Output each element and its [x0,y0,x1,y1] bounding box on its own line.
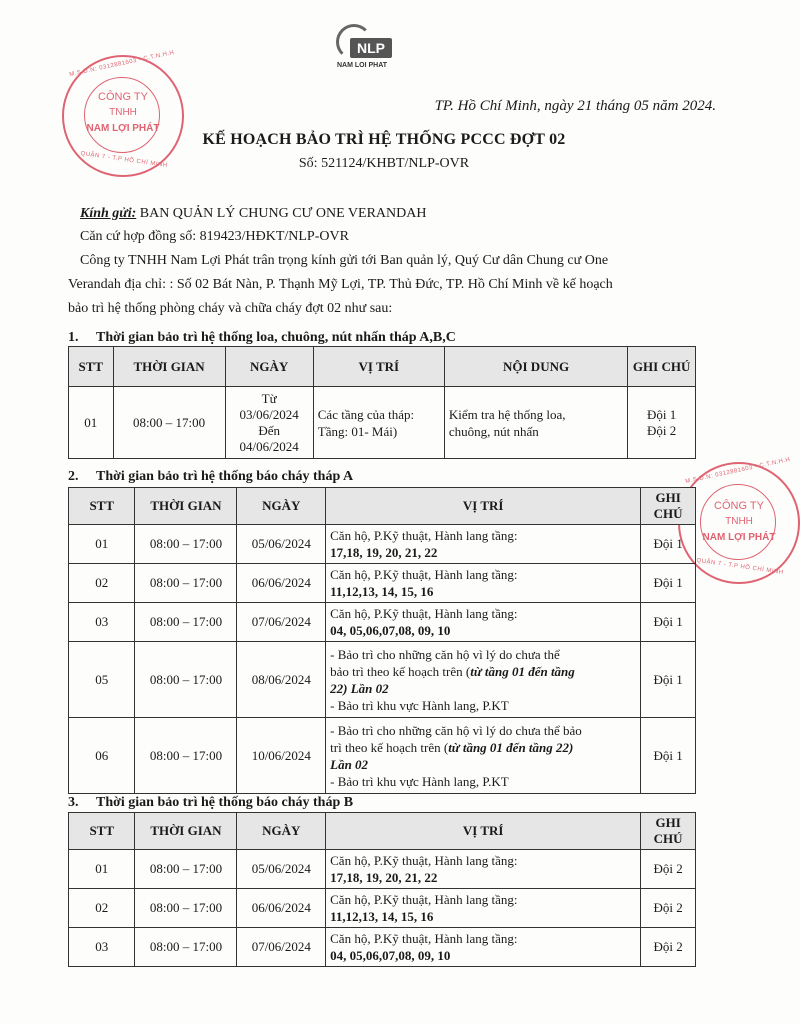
stamp2-ring-bottom: QUẬN 7 - T.P HỒ CHÍ MINH [696,557,784,577]
date-to: 04/06/2024 [239,438,299,454]
cell-position [313,387,444,459]
intro-line-2: Verandah địa chỉ: : Số 02 Bát Nàn, P. Thạnh Mỹ Lợi, TP. Thủ Đức, TP. Hồ Chí Minh về kế hoạch [68,277,613,292]
col-header: VỊ TRÍ [326,813,641,850]
cell-stt: 06 [69,718,135,794]
stamp-line2: TNHH [109,107,137,118]
cell-position [326,718,641,794]
cell-content [444,387,627,459]
cell-time: 08:00 – 17:00 [135,928,237,967]
cell-note: Đội 2 [641,850,696,889]
floors-line: 04, 05,06,07,08, 09, 10 [330,623,451,638]
cell-date: 10/06/2024 [237,718,326,794]
cell-time: 08:00 – 17:00 [135,525,237,564]
cell-time: 08:00 – 17:00 [135,642,237,718]
section-3-table [68,812,696,967]
cell-position [326,889,641,928]
cell-stt: 01 [69,525,135,564]
cell-date: 05/06/2024 [237,525,326,564]
section-1-heading [68,330,456,346]
section-1-title: Thời gian bảo trì hệ thống loa, chuông, nút nhấn tháp A,B,C [96,330,456,345]
section-1-number: 1. [68,330,79,345]
cell-time: 08:00 – 17:00 [113,387,225,459]
floor-range-text: từ tầng 01 đến tầng [470,663,575,679]
document-date: TP. Hồ Chí Minh, ngày 21 tháng 05 năm 2024. [434,98,716,114]
cell-note: Đội 2 [641,889,696,928]
cell-position [326,564,641,603]
col-header: NGÀY [237,813,326,850]
kinh-gui-value: BAN QUẢN LÝ CHUNG CƯ ONE VERANDAH [139,206,427,221]
position-line: - Bảo trì khu vực Hành lang, P.KT [330,773,509,789]
section-3-title: Thời gian bảo trì hệ thống báo cháy tháp B [96,795,354,810]
position-text: bảo trì theo kế hoạch trên ( [330,663,471,679]
col-header: STT [69,347,114,387]
cell-date: 07/06/2024 [237,928,326,967]
logo-mark-icon [328,24,396,60]
section-2-table [68,487,696,794]
position-line [330,663,636,680]
cell-date: 08/06/2024 [237,642,326,718]
logo-box-text: NLP [350,38,392,58]
cell-position [326,603,641,642]
position-text: trì theo kế hoạch trên ( [330,739,449,755]
col-header: NỘI DUNG [444,347,627,387]
stamp-line1: CÔNG TY [98,91,148,103]
cell-date: 05/06/2024 [237,850,326,889]
floor-range-text: từ tầng 01 đến tầng 22) [448,739,574,755]
position-line: Căn hộ, P.Kỹ thuật, Hành lang tầng: [330,853,518,868]
position-line: Các tầng của tháp: [317,406,415,422]
cell-date: 06/06/2024 [237,889,326,928]
position-line: Căn hộ, P.Kỹ thuật, Hành lang tầng: [330,528,518,543]
cell-position [326,642,641,718]
round-text: Lần 02 [330,756,369,772]
cell-note: Đội 1 [641,564,696,603]
intro-line-3: bảo trì hệ thống phòng cháy và chữa cháy đợt 02 như sau: [68,301,393,316]
table-row [69,718,696,794]
document-title: KẾ HOẠCH BẢO TRÌ HỆ THỐNG PCCC ĐỢT 02 [202,131,566,148]
stamp-line3: NAM LỢI PHÁT [86,123,160,134]
cell-position [326,525,641,564]
section-2-number: 2. [68,469,79,484]
section-3-heading [68,795,353,811]
floors-line: 17,18, 19, 20, 21, 22 [330,870,438,885]
section-3-number: 3. [68,795,79,810]
intro-line-1: Công ty TNHH Nam Lợi Phát trân trọng kính gửi tới Ban quản lý, Quý Cư dân Chung cư One [80,253,609,268]
cell-note: Đội 1 [641,525,696,564]
floors-line: 17,18, 19, 20, 21, 22 [330,545,438,560]
cell-position [326,928,641,967]
section-1-table [68,346,696,459]
logo-name: NAM LOI PHAT [336,62,388,69]
cell-time: 08:00 – 17:00 [135,850,237,889]
company-stamp-secondary [678,456,800,584]
cell-note [628,387,696,459]
cell-time: 08:00 – 17:00 [135,718,237,794]
cell-note: Đội 1 [641,718,696,794]
section-2-heading [68,469,353,485]
date-to-label: Đến [258,422,280,438]
position-line: - Bảo trì cho những căn hộ vì lý do chưa thể bảo [330,722,582,738]
table-row [69,603,696,642]
section-2-title: Thời gian bảo trì hệ thống báo cháy tháp A [96,469,354,484]
cell-note: Đội 1 [641,603,696,642]
table-row [69,564,696,603]
cell-time: 08:00 – 17:00 [135,603,237,642]
col-header: THỜI GIAN [113,347,225,387]
stamp-ring-bottom: QUẬN 7 - T.P HỒ CHÍ MINH [80,150,168,170]
cell-note: Đội 2 [641,928,696,967]
col-header: GHI CHÚ [628,347,696,387]
floors-line: 11,12,13, 14, 15, 16 [330,584,434,599]
cell-stt: 01 [69,387,114,459]
stamp2-line3: NAM LỢI PHÁT [702,532,776,543]
note-line: Đội 1 [646,406,677,422]
contract-reference: Căn cứ hợp đồng số: 819423/HĐKT/NLP-OVR [80,229,349,244]
cell-time: 08:00 – 17:00 [135,889,237,928]
position-line: Tầng: 01- Mái) [317,423,398,439]
col-header: THỜI GIAN [135,813,237,850]
position-line: Căn hộ, P.Kỹ thuật, Hành lang tầng: [330,567,518,582]
table-row [69,928,696,967]
content-line: chuông, nút nhấn [448,423,539,439]
note-line: Đội 2 [646,422,677,438]
position-line [330,739,636,756]
content-line: Kiểm tra hệ thống loa, [448,406,566,422]
company-logo [322,24,402,80]
cell-time: 08:00 – 17:00 [135,564,237,603]
stamp2-ring-top: M.S.D.N: 0312881603 - C.T.N.H.H [684,456,792,486]
table-row [69,642,696,718]
cell-date: 07/06/2024 [237,603,326,642]
document-number: Số: 521124/KHBT/NLP-OVR [298,156,470,171]
table-row [69,387,696,459]
cell-note: Đội 1 [641,642,696,718]
col-header: THỜI GIAN [135,488,237,525]
col-header: NGÀY [237,488,326,525]
col-header: GHI CHÚ [641,488,696,525]
position-line: Căn hộ, P.Kỹ thuật, Hành lang tầng: [330,606,518,621]
kinh-gui-line [80,203,426,225]
col-header: STT [69,488,135,525]
date-from-label: Từ [261,390,277,406]
stamp2-line1: CÔNG TY [714,500,764,512]
date-from: 03/06/2024 [239,406,299,422]
round-text: 22) Lần 02 [330,680,389,696]
table-row [69,525,696,564]
cell-stt: 03 [69,928,135,967]
col-header: VỊ TRÍ [326,488,641,525]
floors-line: 11,12,13, 14, 15, 16 [330,909,434,924]
position-line: Căn hộ, P.Kỹ thuật, Hành lang tầng: [330,892,518,907]
table-row [69,850,696,889]
cell-stt: 02 [69,889,135,928]
position-line: - Bảo trì khu vực Hành lang, P.KT [330,697,509,713]
cell-date [225,387,313,459]
cell-stt: 01 [69,850,135,889]
cell-date: 06/06/2024 [237,564,326,603]
stamp2-line2: TNHH [725,516,753,527]
cell-stt: 03 [69,603,135,642]
floors-line: 04, 05,06,07,08, 09, 10 [330,948,451,963]
cell-stt: 05 [69,642,135,718]
position-line: Căn hộ, P.Kỹ thuật, Hành lang tầng: [330,931,518,946]
table-row [69,889,696,928]
col-header: STT [69,813,135,850]
position-line: - Bảo trì cho những căn hộ vì lý do chưa thể [330,646,560,662]
cell-position [326,850,641,889]
col-header: VỊ TRÍ [313,347,444,387]
kinh-gui-label: Kính gửi: [80,206,137,221]
col-header: NGÀY [225,347,313,387]
col-header: GHI CHÚ [641,813,696,850]
cell-stt: 02 [69,564,135,603]
stamp-ring-top: M.S.D.N: 0312881603 - C.T.N.H.H [68,49,176,79]
